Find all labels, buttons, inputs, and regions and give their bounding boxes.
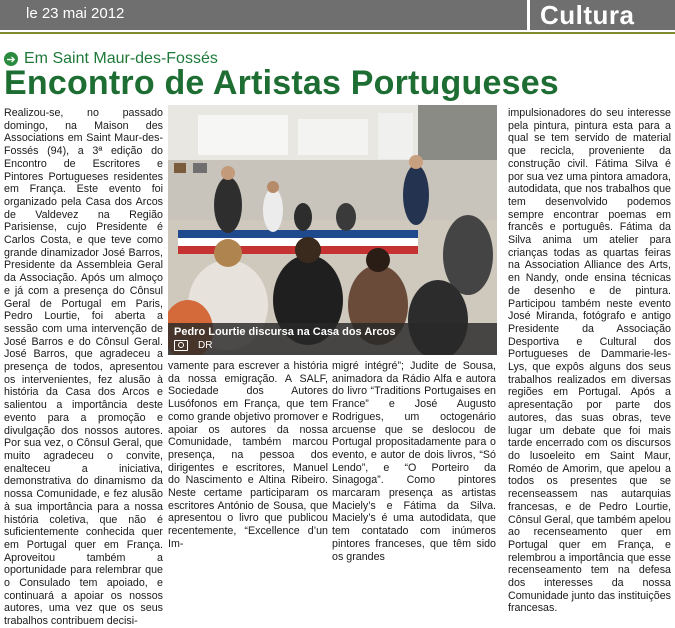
article-headline: Encontro de Artistas Portugueses <box>4 64 559 102</box>
column-3-text: migré intégré”; Judite de Sousa, animadora da Rádio Alfa e autora do livro “Traditions Portugaises en France” e José Augusto Rodrigues, um octogenário arcuense que se deslocou de Portugal propositadamente para o evento, e autor de dois livros, “Só Lendo”, e “O Porteiro da Sinagoga”. Como pintores marcaram presença as artistas Maciely’s e Fátima da Silva. Maciely’s é uma autodidata, que tem contatado com inúmeros pintores franceses, que têm sido os grandes <box>332 360 496 563</box>
photo-illustration <box>168 105 497 355</box>
article-column-4 <box>508 107 671 615</box>
column-1-text: Realizou-se, no passado domingo, na Maison des Associations em Saint Maur-des-Fossés (94), a 3ª edição do Encontro de Escritores e Pintores Portugueses residentes em França. Este evento foi organizado pela Casa dos Arcos de Valdevez na Região Parisiense, cujo Presidente é Carlos Costa, e que teve como grande dinamizador José Barros, Presidente da Assembleia Geral da Associação. Após um almoço e já com a presença do Cônsul Geral de Portugal em Paris, Pedro Lourtie, foi aberta a sessão com uma intervenção de José Barros e do Cônsul Geral. José Barros, que agradeceu a presença de todos, apresentou os intervenientes, fez alusão à história da Casa dos Arcos e salientou a importância deste evento para a promoção e divulgação dos nossos autores. Por sua vez, o Cônsul Geral, que muito agradeceu o convite, enalteceu a iniciativa, demonstrativa do dinamismo da nossa Comunidade, e fez alusão à sua importância para a nossa história coletiva, que não é suficientemente conhecida quer em Portugal quer em França. Aproveitou também a oportunidade para relembrar que o Consulado tem apoiado, e continuará a apoiar os nossos autores, uma vez que os seus trabalhos contribuem decisi- <box>4 107 163 628</box>
article-column-1 <box>4 107 163 628</box>
section-tab <box>527 0 675 30</box>
photo-caption: Pedro Lourtie discursa na Casa dos Arcos <box>174 326 396 338</box>
photo-caption-bar <box>168 323 497 355</box>
kicker-text: Em Saint Maur-des-Fossés <box>24 50 218 67</box>
section-title: Cultura <box>540 0 635 30</box>
arrow-bullet-icon: ➔ <box>4 52 18 66</box>
photo-credit-text: DR <box>198 340 213 351</box>
article-column-2 <box>168 360 328 551</box>
column-4-text: impulsionadores do seu interesse pela pintura, pintura esta para a qual se tem servido de material que recicla, proveniente da construção civil. Fátima Silva é por sua vez uma pintora amadora, autodidata, que nos trabalhos que tem desenvolvido podemos sempre encontrar poemas em francês e português. Fátima da Silva anima um atelier para crianças todas as quartas feiras na Association Alliance des Arts, en Nandy, onde ensina técnicas de desenho e de pintura. Participou também neste evento José Miranda, fotógrafo e antigo Presidente da Associação Desportiva e Cultural dos Portugueses de Dammarie-les-Lys, que expôs alguns dos seus trabalhos realizados em diversas regiões em Portugal. Após a apresentação por parte dos autores, das suas obras, teve lugar um debate que foi mais tarde encerrado com os discursos do lusoeleito em Saint Maur, Roméo de Amorim, que apelou a todos os presentes que se recenseassem nas autarquias francesas, e de Pedro Lourtie, Cônsul Geral, que também apelou ao recenseamento quer em Portugal quer em França, e relembrou a importância que esse recenseamento tem na defesa dos interesses da nossa Comunidade junto das instituições francesas. <box>508 107 671 615</box>
article-photo <box>168 105 497 355</box>
camera-icon <box>174 340 188 351</box>
issue-date: le 23 mai 2012 <box>26 5 125 22</box>
header-rule <box>0 32 675 34</box>
photo-credit <box>174 340 212 351</box>
column-2-text: vamente para escrever a história da nossa emigração. A SALF, Sociedade dos Autores Lusófonos em França, que tem como grande objetivo promover e apoiar os autores da nossa Comunidade, também marcou presença, na pessoa dos dirigentes e escritores, Manuel do Nascimento e Altina Ribeiro. Neste certame participaram os escritores António de Sousa, que apresentou o livro que publicou recentemente, “Excellence d’un Im- <box>168 360 328 550</box>
article-column-3 <box>332 360 496 563</box>
